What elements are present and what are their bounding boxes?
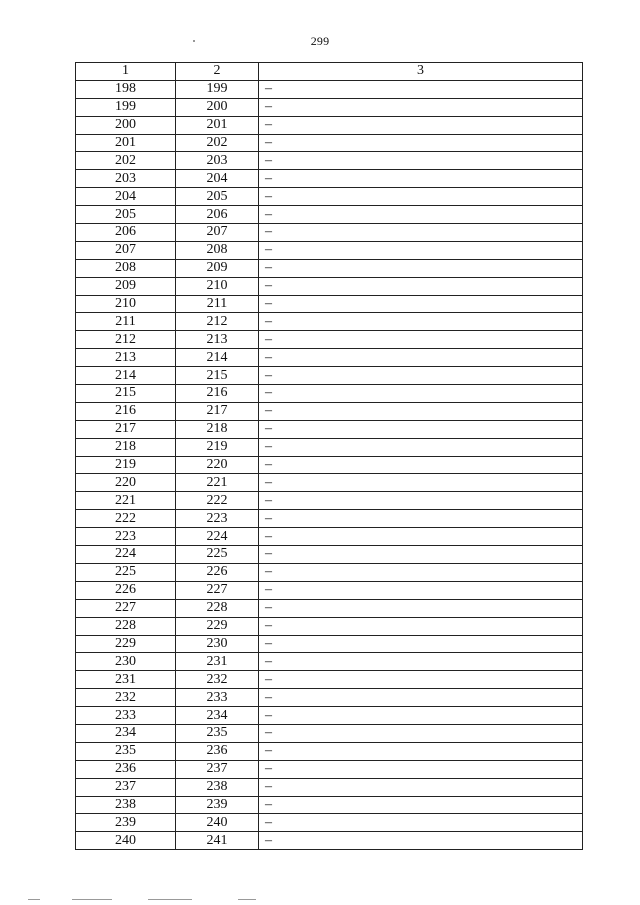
table-cell-col-1: 204 [76,188,176,206]
table-cell-col-2: 223 [176,510,259,528]
table-row [76,742,583,760]
table-cell-col-3: – [259,832,583,850]
table-cell-col-3: – [259,80,583,98]
table-row [76,724,583,742]
table-cell-col-1: 211 [76,313,176,331]
table-cell-col-1: 232 [76,689,176,707]
table-cell-col-2: 203 [176,152,259,170]
table-header-row [76,63,583,81]
table-cell-col-2: 222 [176,492,259,510]
table-row [76,814,583,832]
table-cell-col-3: – [259,546,583,564]
table-cell-col-2: 199 [176,80,259,98]
table-cell-col-3: – [259,689,583,707]
table-cell-col-1: 228 [76,617,176,635]
table-cell-col-1: 217 [76,420,176,438]
table-cell-col-3: – [259,724,583,742]
table-cell-col-1: 226 [76,581,176,599]
table-cell-col-2: 200 [176,98,259,116]
table-cell-col-2: 235 [176,724,259,742]
table-cell-col-3: – [259,98,583,116]
table-cell-col-1: 201 [76,134,176,152]
table-cell-col-1: 225 [76,563,176,581]
column-header-3: 3 [259,63,583,81]
table-row [76,385,583,403]
table-row [76,134,583,152]
table-cell-col-2: 237 [176,760,259,778]
table-cell-col-3: – [259,510,583,528]
table-cell-col-2: 232 [176,671,259,689]
table-row [76,295,583,313]
table-cell-col-1: 203 [76,170,176,188]
table-row [76,438,583,456]
table-row [76,707,583,725]
table-cell-col-2: 228 [176,599,259,617]
table-cell-col-2: 233 [176,689,259,707]
table-cell-col-3: – [259,671,583,689]
table-row [76,563,583,581]
table-cell-col-3: – [259,116,583,134]
table-row [76,599,583,617]
table-cell-col-1: 220 [76,474,176,492]
table-cell-col-2: 230 [176,635,259,653]
table-cell-col-1: 218 [76,438,176,456]
table-row [76,510,583,528]
table-cell-col-2: 236 [176,742,259,760]
table-cell-col-3: – [259,134,583,152]
table-cell-col-2: 239 [176,796,259,814]
table-row [76,689,583,707]
table-cell-col-2: 202 [176,134,259,152]
table-row [76,760,583,778]
table-cell-col-1: 235 [76,742,176,760]
table-cell-col-2: 217 [176,402,259,420]
data-table [75,62,583,850]
table-cell-col-1: 230 [76,653,176,671]
column-header-1: 1 [76,63,176,81]
table-cell-col-2: 207 [176,224,259,242]
table-cell-col-2: 215 [176,367,259,385]
table-cell-col-1: 205 [76,206,176,224]
table-row [76,331,583,349]
table-cell-col-1: 231 [76,671,176,689]
table-cell-col-3: – [259,492,583,510]
table-cell-col-1: 222 [76,510,176,528]
table-row [76,778,583,796]
column-header-2: 2 [176,63,259,81]
table-cell-col-2: 209 [176,259,259,277]
table-row [76,474,583,492]
table-row [76,671,583,689]
table-cell-col-3: – [259,653,583,671]
table-row [76,152,583,170]
table-cell-col-1: 214 [76,367,176,385]
table-cell-col-3: – [259,563,583,581]
table-cell-col-2: 212 [176,313,259,331]
table-cell-col-2: 216 [176,385,259,403]
table-cell-col-1: 206 [76,224,176,242]
table-cell-col-1: 198 [76,80,176,98]
table-cell-col-3: – [259,617,583,635]
table-cell-col-3: – [259,385,583,403]
table-row [76,349,583,367]
table-cell-col-3: – [259,599,583,617]
table-cell-col-3: – [259,170,583,188]
table-cell-col-1: 207 [76,241,176,259]
table-cell-col-3: – [259,742,583,760]
table-cell-col-2: 219 [176,438,259,456]
table-cell-col-2: 211 [176,295,259,313]
table-cell-col-3: – [259,635,583,653]
table-cell-col-1: 212 [76,331,176,349]
table-cell-col-3: – [259,224,583,242]
table-cell-col-3: – [259,456,583,474]
table-body [76,80,583,849]
table-cell-col-1: 223 [76,528,176,546]
table-row [76,456,583,474]
table-row [76,617,583,635]
table-cell-col-2: 225 [176,546,259,564]
table-cell-col-3: – [259,402,583,420]
table-row [76,653,583,671]
table-cell-col-3: – [259,188,583,206]
table-row [76,492,583,510]
table-cell-col-2: 241 [176,832,259,850]
table-cell-col-3: – [259,778,583,796]
table-row [76,170,583,188]
table-cell-col-2: 214 [176,349,259,367]
table-cell-col-3: – [259,438,583,456]
table-cell-col-2: 208 [176,241,259,259]
scan-speck [193,40,195,42]
table-cell-col-1: 221 [76,492,176,510]
table-cell-col-3: – [259,277,583,295]
table-row [76,98,583,116]
table-cell-col-3: – [259,420,583,438]
table-row [76,188,583,206]
table-row [76,259,583,277]
table-cell-col-2: 226 [176,563,259,581]
table-row [76,277,583,295]
table-cell-col-2: 229 [176,617,259,635]
table-row [76,528,583,546]
table-cell-col-3: – [259,331,583,349]
table-cell-col-3: – [259,814,583,832]
table-row [76,402,583,420]
table-cell-col-2: 218 [176,420,259,438]
table-cell-col-3: – [259,528,583,546]
table-cell-col-1: 238 [76,796,176,814]
table-cell-col-1: 224 [76,546,176,564]
table-cell-col-2: 240 [176,814,259,832]
table-cell-col-1: 233 [76,707,176,725]
table-cell-col-2: 224 [176,528,259,546]
table-cell-col-2: 231 [176,653,259,671]
table-cell-col-2: 201 [176,116,259,134]
table-cell-col-1: 215 [76,385,176,403]
table-row [76,367,583,385]
table-cell-col-1: 236 [76,760,176,778]
table-cell-col-2: 220 [176,456,259,474]
table-cell-col-1: 239 [76,814,176,832]
table-cell-col-3: – [259,259,583,277]
table-cell-col-2: 221 [176,474,259,492]
table-cell-col-2: 238 [176,778,259,796]
table-cell-col-3: – [259,707,583,725]
table-cell-col-1: 219 [76,456,176,474]
table-cell-col-2: 206 [176,206,259,224]
table-cell-col-2: 227 [176,581,259,599]
footer-scan-marks [28,897,268,903]
table-cell-col-1: 208 [76,259,176,277]
table-row [76,546,583,564]
table-cell-col-3: – [259,474,583,492]
table-cell-col-2: 213 [176,331,259,349]
table-cell-col-2: 234 [176,707,259,725]
table-cell-col-1: 213 [76,349,176,367]
table-row [76,241,583,259]
table-cell-col-3: – [259,760,583,778]
table-cell-col-1: 234 [76,724,176,742]
table-cell-col-1: 199 [76,98,176,116]
table-row [76,116,583,134]
table-row [76,80,583,98]
table-cell-col-1: 229 [76,635,176,653]
table-row [76,832,583,850]
table-cell-col-3: – [259,581,583,599]
table-row [76,796,583,814]
table-cell-col-2: 210 [176,277,259,295]
table-cell-col-1: 209 [76,277,176,295]
page-number: 299 [310,34,330,48]
table-row [76,581,583,599]
table-cell-col-3: – [259,206,583,224]
table-row [76,206,583,224]
table-cell-col-1: 240 [76,832,176,850]
table-cell-col-2: 205 [176,188,259,206]
table-cell-col-1: 202 [76,152,176,170]
table-cell-col-3: – [259,152,583,170]
table-row [76,313,583,331]
table-cell-col-3: – [259,241,583,259]
table-cell-col-3: – [259,367,583,385]
table-cell-col-1: 227 [76,599,176,617]
table-row [76,635,583,653]
table-cell-col-1: 216 [76,402,176,420]
table-cell-col-3: – [259,349,583,367]
table-cell-col-3: – [259,295,583,313]
table-cell-col-3: – [259,313,583,331]
table-cell-col-3: – [259,796,583,814]
table-row [76,224,583,242]
table-row [76,420,583,438]
table-cell-col-1: 200 [76,116,176,134]
table-cell-col-2: 204 [176,170,259,188]
table-cell-col-1: 237 [76,778,176,796]
table-cell-col-1: 210 [76,295,176,313]
